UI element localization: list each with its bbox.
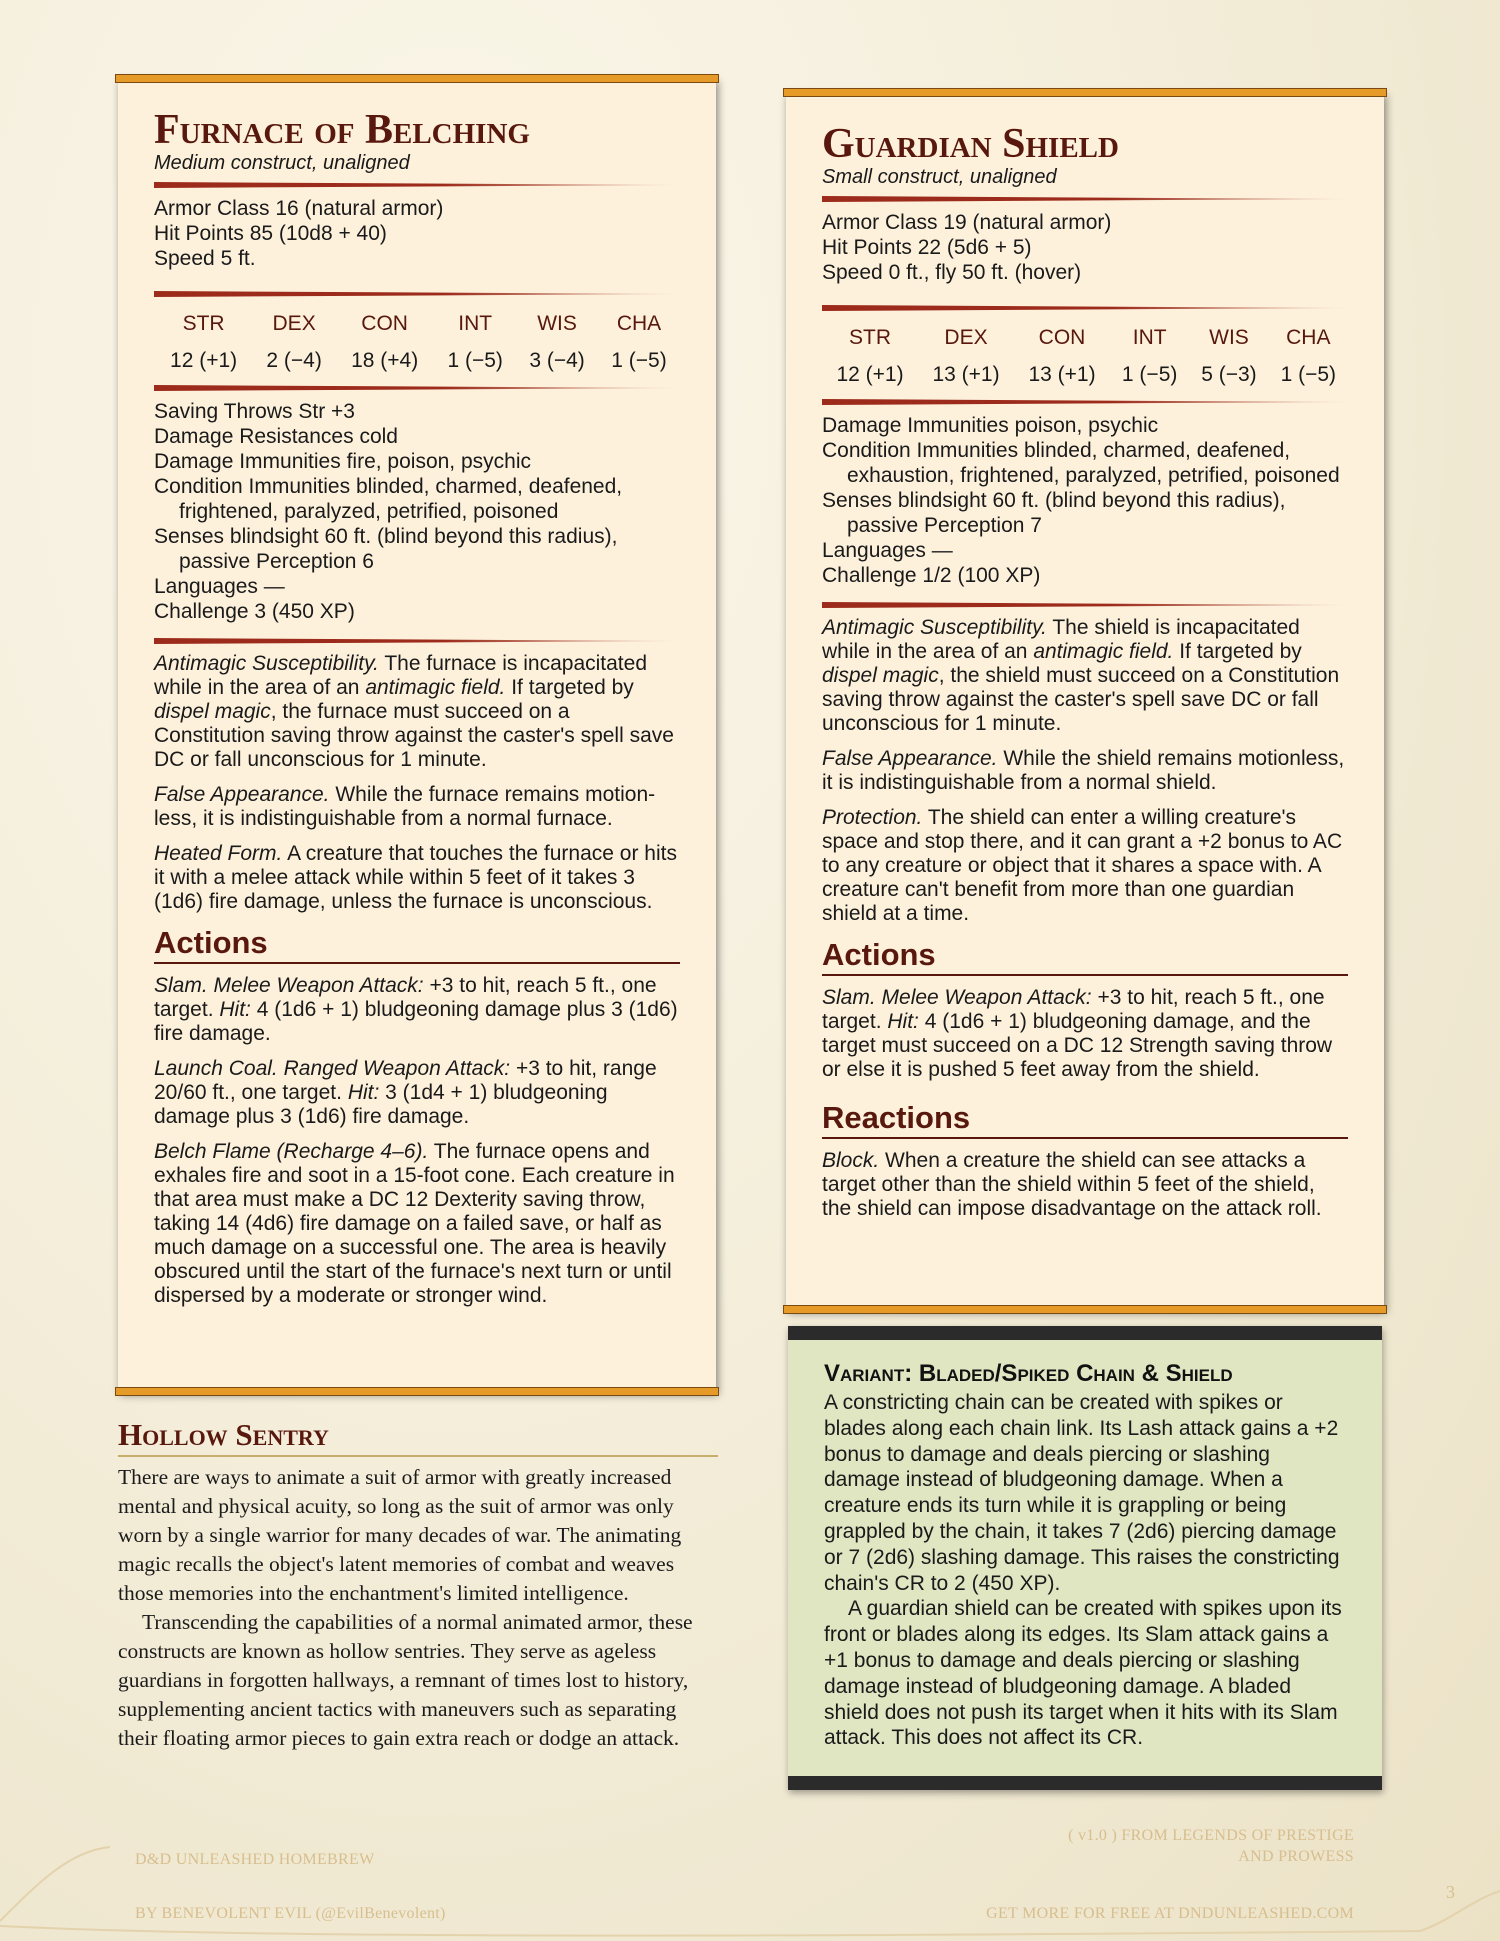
hollow-sentry-section (118, 1418, 718, 1753)
footer-right-bottom[interactable]: GET MORE FOR FREE AT DNDUNLEASHED.COM (986, 1905, 1354, 1922)
trait-antimagic: Antimagic Susceptibility. The furnace is incapacitated while in the area of an antimagic field. If targeted by dispel magic, the furnace must succeed on a Constitution saving throw against the caster's spell save DC or fall unconscious for 1 minute. (154, 652, 674, 771)
action-launch-coal: Launch Coal. Ranged Weapon Attack: +3 to hit, range 20/60 ft., one target. Hit: 3 (1d4 + 1) bludgeoning damage plus 3 (1d6) fire damage. (154, 1057, 657, 1128)
creature-type: Small construct, unaligned (822, 166, 1057, 188)
ability-score: 18 (+4) (351, 349, 419, 372)
ability-name: CON (361, 312, 408, 335)
page-number: 3 (1446, 1882, 1456, 1902)
senses: Senses blindsight 60 ft. (blind beyond this radius), passive Perception 7 (822, 489, 1286, 537)
ability-score: 2 (−4) (266, 349, 322, 372)
damage-resistances: Damage Resistances cold (154, 425, 398, 448)
actions-heading: Actions (822, 937, 1348, 976)
tapered-rule (822, 305, 1348, 311)
ability-score: 1 (−5) (1280, 363, 1337, 386)
ability-name: DEX (944, 326, 988, 349)
stat-block-bottom-bar (115, 1387, 719, 1396)
footer-right-top-2: AND PROWESS (1238, 1848, 1354, 1865)
ability-name: STR (182, 312, 225, 335)
note-top-edge (788, 1326, 1382, 1340)
ability-name: CHA (616, 312, 662, 335)
condition-immunities: Condition Immunities blinded, charmed, deafened, exhaustion, frightened, paralyzed, petrified, poisoned (822, 439, 1340, 487)
challenge: Challenge 1/2 (100 XP) (822, 564, 1041, 587)
trait-protection: Protection. The shield can enter a willing creature's space and stop there, and it can grant a +2 bonus to AC to any creature or object that it shares a space with. A creature can't benefit from more than one guardian shield at a time. (822, 806, 1343, 925)
tapered-rule (822, 602, 1348, 608)
ability-score: 13 (+1) (932, 363, 1000, 386)
ability-name: WIS (1209, 326, 1249, 349)
tapered-rule (822, 399, 1348, 405)
trait-false-appearance: False Appearance. While the furnace remains motion-less, it is indistinguishable from a normal furnace. (154, 783, 656, 830)
ability-scores-table (822, 319, 1348, 393)
stat-block-guardian-shield (786, 92, 1384, 1310)
tapered-rule (154, 385, 680, 391)
tapered-rule (822, 196, 1348, 202)
paragraph: There are ways to animate a suit of armor with greatly increased mental and physical acuity, so long as the suit of armor was only worn by a single warrior for many decades of war. The animating magic recalls the object's latent memories of combat and weaves those memories into the enchantment's limited intelligence. (118, 1465, 682, 1605)
ability-score: 5 (−3) (1201, 363, 1257, 386)
damage-immunities: Damage Immunities poison, psychic (822, 414, 1159, 437)
actions-heading: Actions (154, 925, 680, 964)
action-slam: Slam. Melee Weapon Attack: +3 to hit, reach 5 ft., one target. Hit: 4 (1d6 + 1) bludgeoning damage plus 3 (1d6) fire damage. (154, 974, 678, 1045)
paragraph: A guardian shield can be created with spikes upon its front or blades along its edges. Its Slam attack gains a +1 bonus to damage and deals piercing or slashing damage instead of bludgeoning damage. A bladed shield does not push its target when it hits with its Slam attack. This does not affect its CR. (824, 1597, 1342, 1750)
ability-score: 1 (−5) (447, 349, 503, 372)
ability-name: WIS (537, 312, 577, 335)
ability-name: STR (849, 326, 891, 349)
section-title: Hollow Sentry (118, 1418, 718, 1457)
ability-name: INT (1132, 326, 1167, 349)
tapered-rule (154, 638, 680, 644)
paragraph: A constricting chain can be created with spikes or blades along each chain link. Its Lash attack gains a +2 bonus to damage and deals piercing or slashing damage instead of bludgeoning damage. When a creature ends its turn while it is grappling or being grappled by the chain, it takes 7 (2d6) piercing damage or 7 (2d6) slashing damage. This raises the constricting chain's CR to 2 (450 XP). (824, 1391, 1340, 1595)
footer-left-top: D&D UNLEASHED HOMEBREW (135, 1851, 375, 1868)
note-bottom-edge (788, 1776, 1382, 1790)
damage-immunities: Damage Immunities fire, poison, psychic (154, 450, 531, 473)
challenge: Challenge 3 (450 XP) (154, 600, 355, 623)
ability-score: 13 (+1) (1028, 363, 1096, 386)
footer-right-top-1: ( v1.0 ) FROM LEGENDS OF PRESTIGE (1068, 1827, 1354, 1844)
trait-antimagic: Antimagic Susceptibility. The shield is incapacitated while in the area of an antimagic field. If targeted by dispel magic, the shield must succeed on a Constitution saving throw against the caster's spell save DC or fall unconscious for 1 minute. (822, 616, 1340, 735)
ability-name: CON (1038, 326, 1086, 349)
languages: Languages — (154, 575, 285, 598)
ability-score: 1 (−5) (611, 349, 667, 372)
speed: Speed 5 ft. (154, 247, 256, 270)
condition-immunities: Condition Immunities blinded, charmed, deafened, frightened, paralyzed, petrified, poisoned (154, 475, 623, 523)
armor-class: Armor Class 16 (natural armor) (154, 197, 444, 220)
ability-scores-table (154, 305, 680, 379)
paragraph: Transcending the capabilities of a normal animated armor, these constructs are known as hollow sentries. They serve as ageless guardians in forgotten hallways, a remnant of times lost to history, supplementing ancient tactics with maneuvers such as separating their floating armor pieces to gain extra reach or dodge an attack. (118, 1610, 693, 1750)
ability-name: CHA (1286, 326, 1331, 349)
creature-name: Guardian Shield (822, 121, 1119, 167)
hit-points: Hit Points 22 (5d6 + 5) (822, 236, 1032, 259)
ability-name: DEX (272, 312, 316, 335)
armor-class: Armor Class 19 (natural armor) (822, 211, 1112, 234)
stat-block-furnace (118, 78, 716, 1392)
trait-heated-form: Heated Form. A creature that touches the furnace or hits it with a melee attack while within 5 feet of it takes 3 (1d6) fire damage, unless the furnace is unconscious. (154, 842, 677, 913)
action-belch-flame: Belch Flame (Recharge 4–6). The furnace opens and exhales fire and soot in a 15-foot cone. Each creature in that area must make a DC 12 Dexterity saving throw, taking 14 (4d6) fire damage on a failed save, or half as much damage on a successful one. The area is heavily obscured until the start of the furnace's next turn or until dispersed by a moderate or stronger wind. (154, 1140, 675, 1307)
footer-left-bottom: BY BENEVOLENT EVIL (@EvilBenevolent) (135, 1905, 446, 1922)
creature-name: Furnace of Belching (154, 107, 530, 153)
hit-points: Hit Points 85 (10d8 + 40) (154, 222, 387, 245)
stat-block-bottom-bar (783, 1305, 1387, 1314)
creature-type: Medium construct, unaligned (154, 152, 410, 174)
trait-false-appearance: False Appearance. While the shield remains motionless, it is indistinguishable from a normal shield. (822, 747, 1345, 794)
ability-score: 3 (−4) (529, 349, 585, 372)
stat-block-top-bar (115, 74, 719, 83)
ability-name: INT (458, 312, 493, 335)
tapered-rule (154, 182, 680, 188)
languages: Languages — (822, 539, 953, 562)
action-slam: Slam. Melee Weapon Attack: +3 to hit, reach 5 ft., one target. Hit: 4 (1d6 + 1) bludgeoning damage, and the target must succeed on a DC 12 Strength saving throw or else it is pushed 5 feet away from the shield. (822, 986, 1333, 1081)
senses: Senses blindsight 60 ft. (blind beyond this radius), passive Perception 6 (154, 525, 618, 573)
ability-score: 12 (+1) (170, 349, 238, 372)
stat-block-top-bar (783, 88, 1387, 97)
ability-score: 12 (+1) (836, 363, 904, 386)
tapered-rule (154, 291, 680, 297)
note-title: Variant: Bladed/Spiked Chain & Shield (824, 1360, 1233, 1387)
variant-note-box (788, 1326, 1382, 1790)
speed: Speed 0 ft., fly 50 ft. (hover) (822, 261, 1082, 284)
reactions-heading: Reactions (822, 1100, 1348, 1139)
saving-throws: Saving Throws Str +3 (154, 400, 355, 423)
ability-score: 1 (−5) (1121, 363, 1178, 386)
reaction-block: Block. When a creature the shield can see attacks a target other than the shield within 5 feet of the shield, the shield can impose disadvantage on the attack roll. (822, 1149, 1322, 1220)
